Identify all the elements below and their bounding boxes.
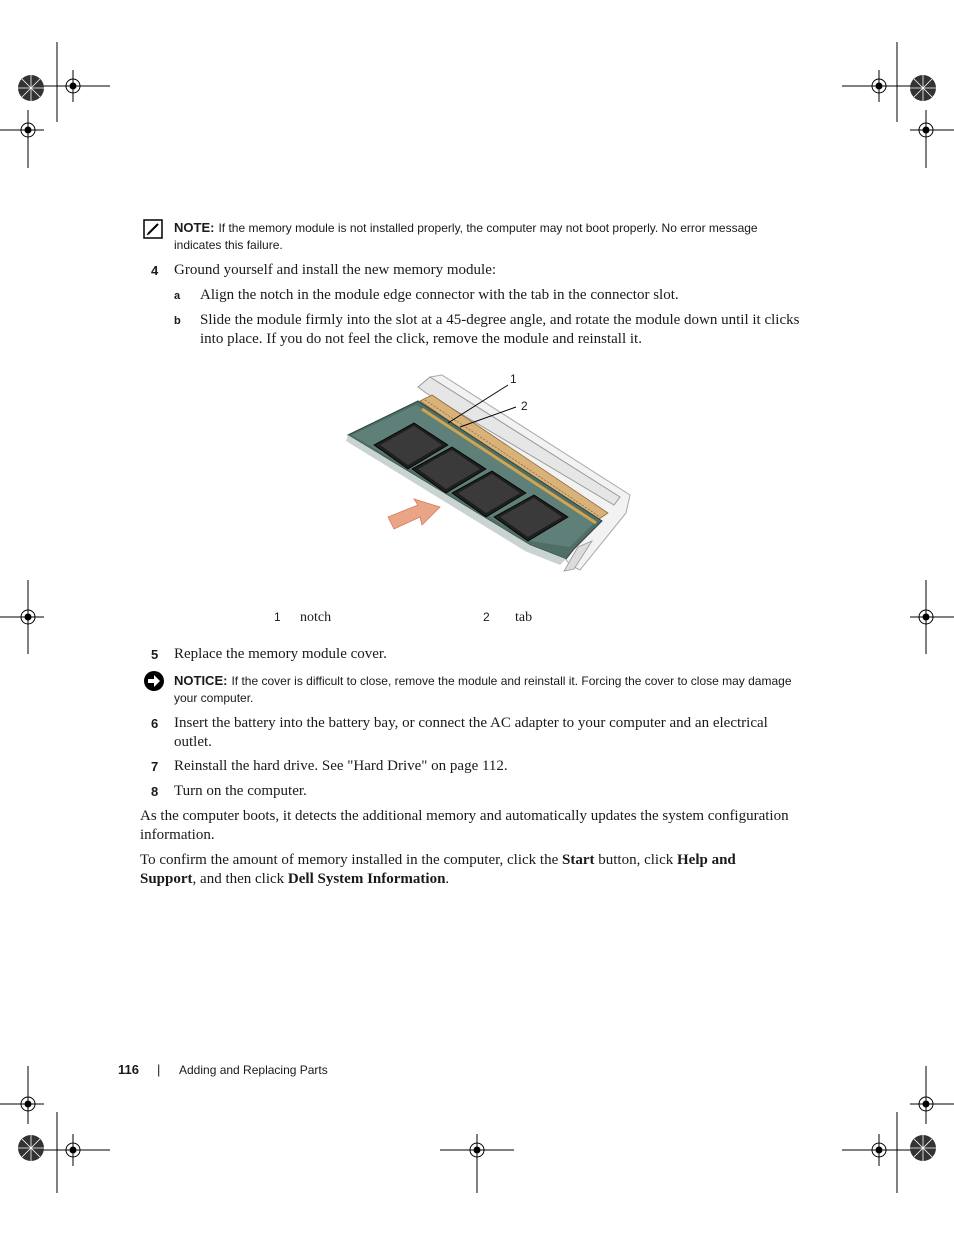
legend-1-number: 1 [274, 610, 281, 624]
confirm-text-2: button, click [594, 852, 677, 868]
step-6-number: 6 [151, 716, 159, 731]
step-4b-text: Slide the module firmly into the slot at a 45-degree angle, and rotate the module down until it clicks into place. If you do not feel the click, remove the module and reinstall it. [200, 312, 800, 347]
legend-2-number: 2 [483, 610, 490, 624]
step-5-number: 5 [151, 647, 159, 662]
note-text: If the memory module is not installed properly, the computer may not boot properly. No error message indicates this failure. [174, 221, 758, 252]
note-block [174, 219, 794, 254]
confirm-text-1: To confirm the amount of memory installed in the computer, click the [140, 852, 562, 868]
paragraph-boot: As the computer boots, it detects the additional memory and automatically updates the system configuration information. [140, 808, 789, 843]
notice-block [174, 672, 794, 707]
step-7-text: Reinstall the hard drive. See "Hard Drive" on page 112. [174, 758, 508, 774]
step-4a-letter: a [174, 290, 181, 302]
memory-module-illustration [330, 365, 650, 605]
note-pencil-icon [143, 219, 163, 239]
footer-separator: | [157, 1062, 161, 1077]
notice-text: If the cover is difficult to close, remove the module and reinstall it. Forcing the cover to close may damage your computer. [174, 674, 792, 705]
step-4a-text: Align the notch in the module edge connector with the tab in the connector slot. [200, 287, 679, 303]
notice-label: NOTICE: [174, 673, 228, 688]
step-5-text: Replace the memory module cover. [174, 646, 387, 662]
callout-2: 2 [521, 399, 528, 413]
confirm-text-4: . [445, 871, 450, 887]
start-term: Start [562, 852, 595, 868]
step-8-number: 8 [151, 784, 159, 799]
notice-arrow-icon [143, 670, 165, 692]
confirm-text-3: , and then click [192, 871, 288, 887]
step-6-text: Insert the battery into the battery bay, or connect the AC adapter to your computer and an electrical outlet. [174, 715, 768, 750]
legend-2-label: tab [515, 610, 533, 625]
page-number: 116 [118, 1062, 139, 1077]
dell-system-information-term: Dell System Information [287, 871, 446, 887]
note-label: NOTE: [174, 220, 215, 235]
step-4b-letter: b [174, 315, 181, 327]
step-4-text: Ground yourself and install the new memory module: [174, 262, 497, 278]
step-4-number: 4 [151, 263, 159, 278]
legend-1-label: notch [300, 610, 332, 625]
step-7-number: 7 [151, 759, 159, 774]
paragraph-confirm [140, 851, 790, 889]
help-and-support-term: Help and Support [140, 852, 736, 887]
callout-1: 1 [510, 372, 517, 386]
footer-section-title: Adding and Replacing Parts [179, 1063, 328, 1077]
step-8-text: Turn on the computer. [174, 783, 307, 799]
